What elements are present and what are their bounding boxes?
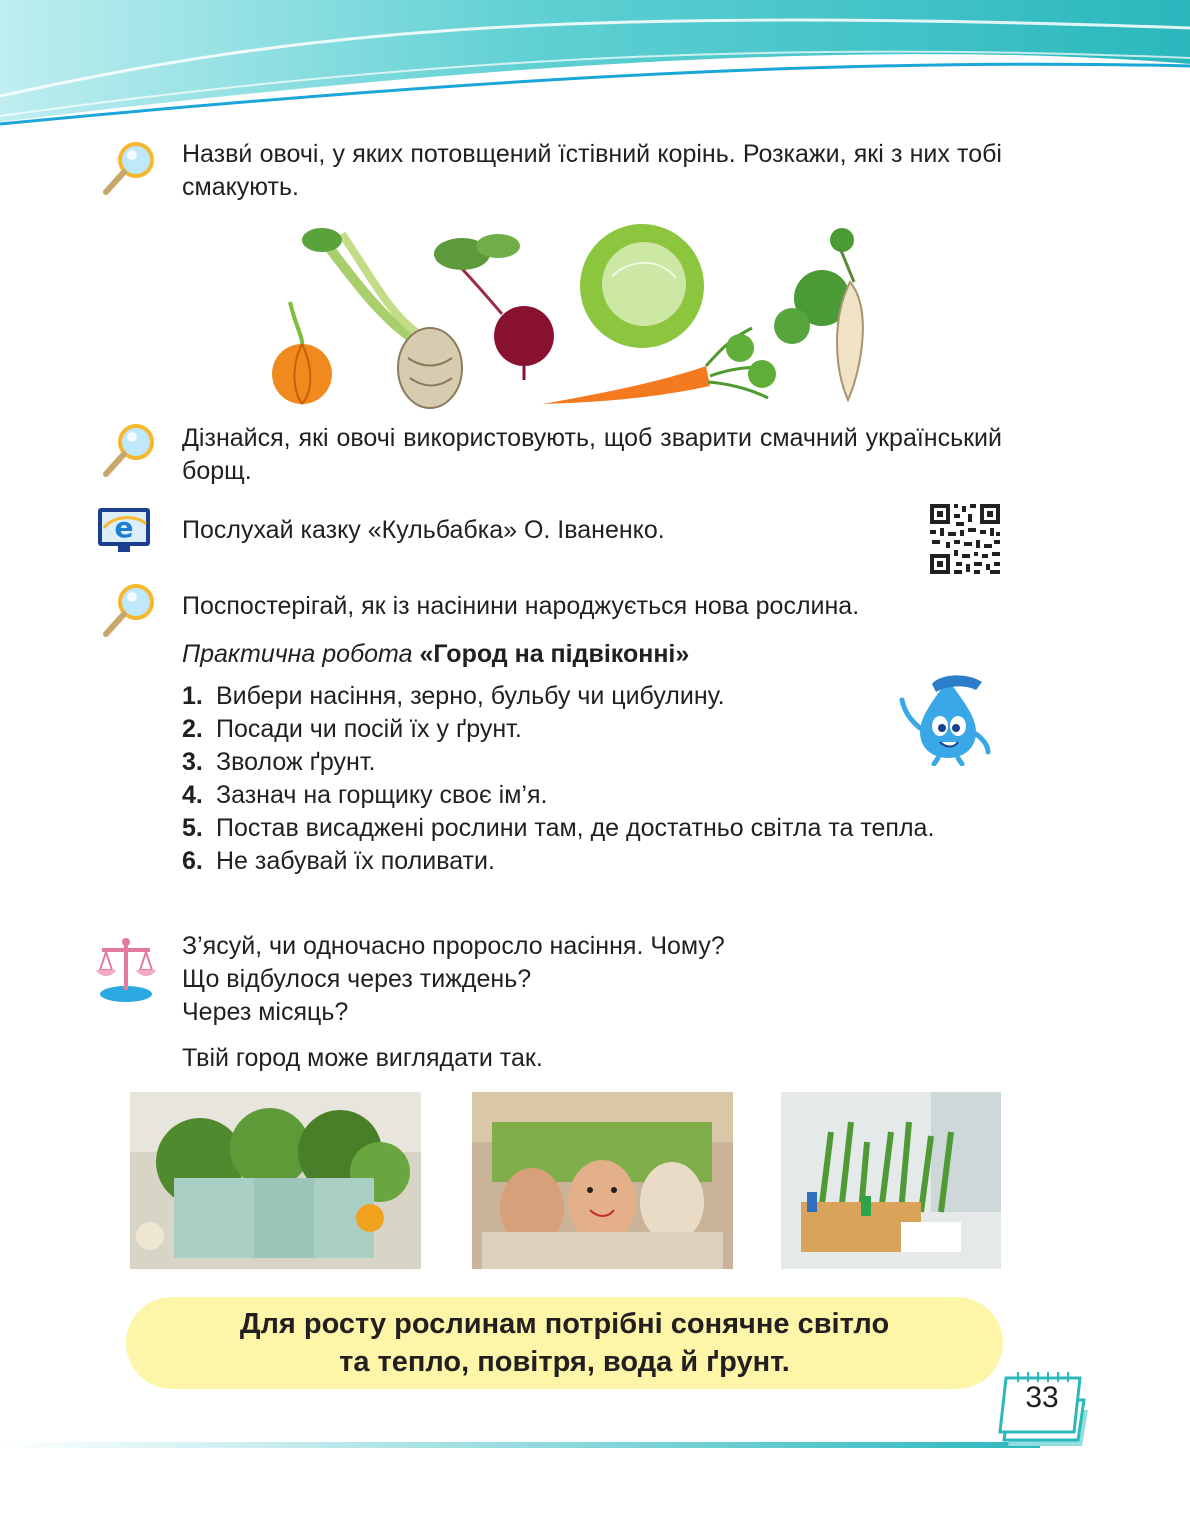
list-item — [182, 713, 1002, 746]
photo-egg-sprouts — [472, 1092, 733, 1269]
steps-list — [182, 680, 1002, 878]
photo-herb-boxes — [130, 1092, 421, 1269]
compare-line-2: Що відбулося через тиждень? — [182, 965, 532, 993]
step-number: 3. — [182, 748, 203, 776]
practical-work-title: «Город на підвіконні» — [419, 640, 690, 668]
practical-work-label: Практична робота — [182, 640, 413, 668]
step-text: Постав висаджені рослини там, де достатньо світла та тепла. — [216, 814, 935, 842]
step-number: 5. — [182, 814, 203, 842]
task-3-text: Послухай казку «Кульбабка» О. Іваненко. — [182, 516, 665, 544]
onion-image — [272, 302, 332, 404]
photo-windowsill-garden — [781, 1092, 1001, 1269]
step-text: Посади чи посій їх у ґрунт. — [216, 715, 522, 743]
task-2-text: Дізнайся, які овочі використовують, щоб зварити смачний український борщ. — [182, 424, 1002, 485]
magnifier-icon — [100, 422, 160, 482]
step-text: Зволож ґрунт. — [216, 748, 376, 776]
summary-line-2: та тепло, повітря, вода й ґрунт. — [339, 1346, 790, 1378]
list-item — [182, 746, 1002, 779]
list-item — [182, 779, 1002, 812]
task-1-text: Назви́ овочі, у яких потовщений їстівний корінь. Розкажи, які з них тобі смакують. — [182, 140, 1002, 201]
step-text: Не забувай їх поливати. — [216, 847, 495, 875]
list-item — [182, 680, 906, 713]
svg-text:e: e — [114, 511, 134, 544]
list-item — [182, 845, 1002, 878]
magnifier-icon — [100, 582, 160, 642]
step-number: 4. — [182, 781, 203, 809]
list-item — [182, 812, 1002, 845]
parsley-root-image — [774, 228, 863, 400]
practical-work-heading — [182, 638, 689, 671]
step-text: Зазнач на горщику своє ім’я. — [216, 781, 548, 809]
qr-code-icon[interactable] — [928, 502, 1002, 576]
compare-line-1: З’ясуй, чи одночасно проросло насіння. Чому? — [182, 932, 725, 960]
task-4-text: Поспостерігай, як із насінини народжується нова рослина. — [182, 592, 860, 620]
step-text: Вибери насіння, зерно, бульбу чи цибулину. — [216, 682, 725, 710]
compare-text — [182, 930, 1002, 1029]
vegetables-illustration — [262, 218, 902, 418]
header-band — [0, 0, 1190, 140]
cabbage-image — [580, 224, 704, 348]
compare-line-3: Через місяць? — [182, 998, 349, 1026]
water-drop-mascot — [896, 670, 996, 766]
step-number: 2. — [182, 715, 203, 743]
internet-explorer-icon[interactable] — [96, 506, 152, 556]
magnifier-icon — [100, 140, 160, 200]
scales-icon — [94, 934, 158, 1004]
step-number: 6. — [182, 847, 203, 875]
summary-box — [126, 1297, 1003, 1389]
garden-caption: Твій город може виглядати так. — [182, 1044, 543, 1072]
step-number: 1. — [182, 682, 203, 710]
page-number: 33 — [1025, 1381, 1059, 1414]
summary-line-1: Для росту рослинам потрібні сонячне світло — [239, 1308, 890, 1340]
